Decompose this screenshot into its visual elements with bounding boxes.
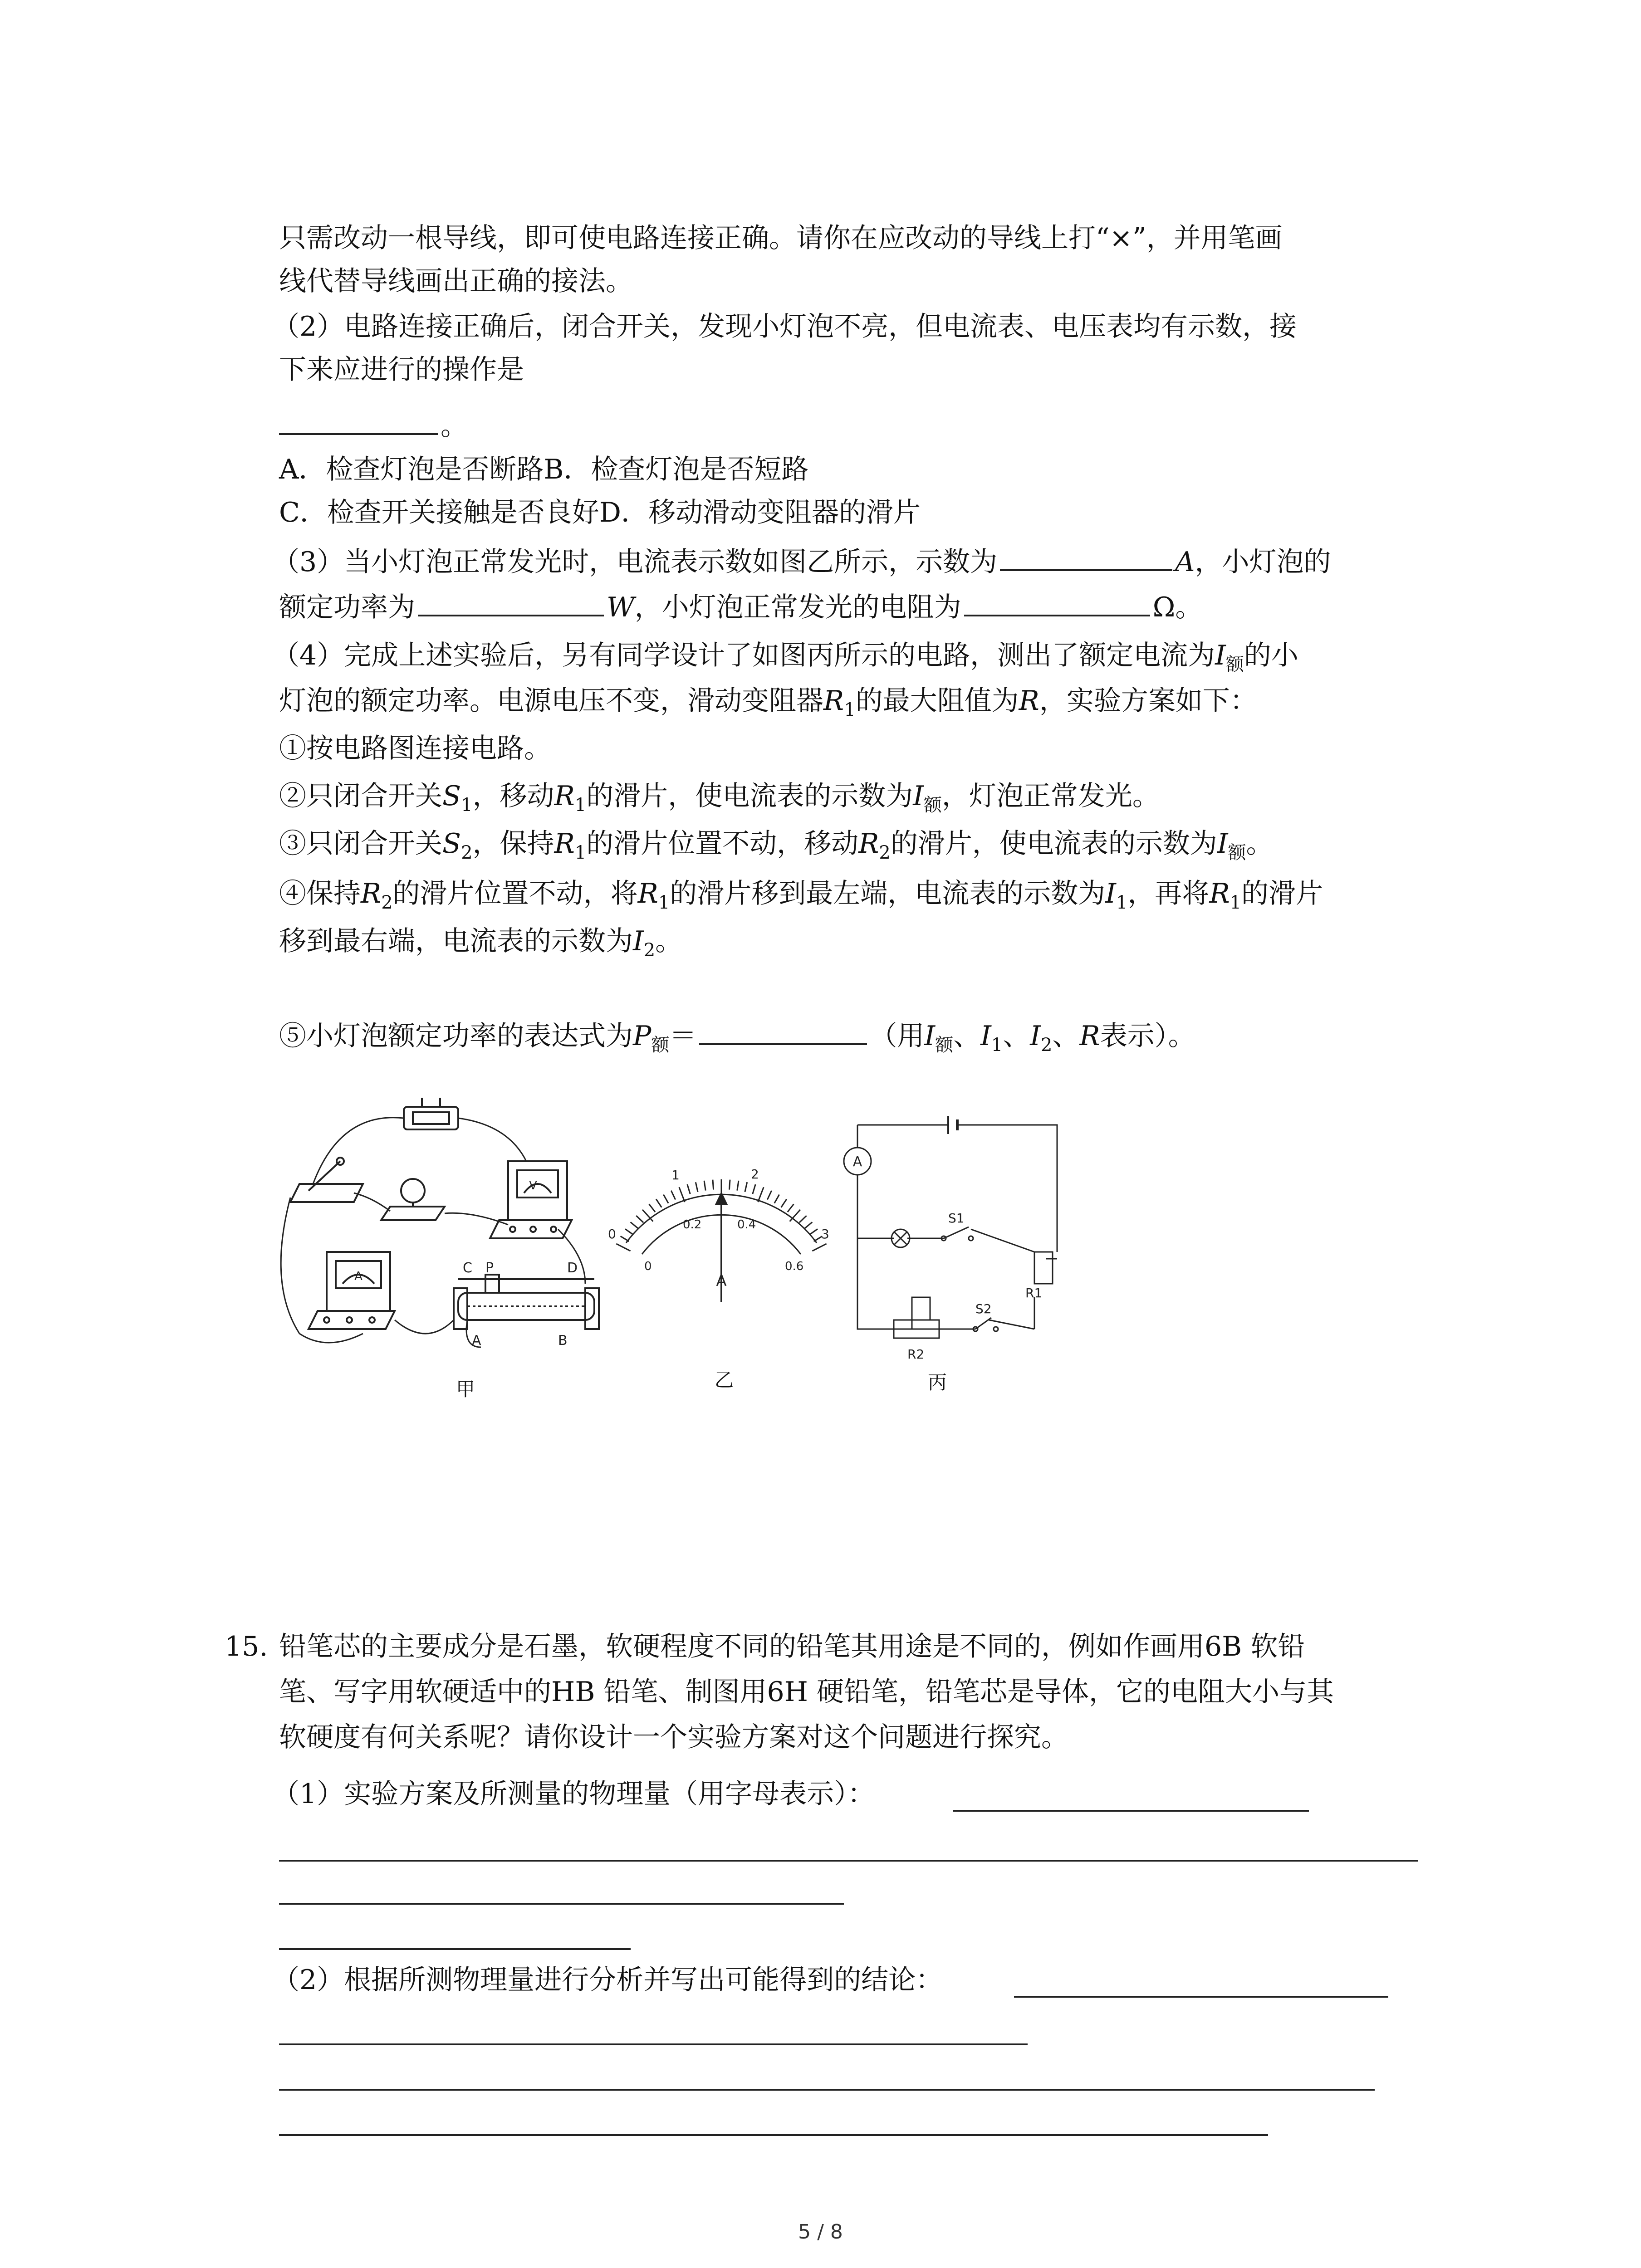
dial-tick bbox=[788, 1204, 794, 1212]
answer-line-q15-2c[interactable] bbox=[279, 2089, 1375, 2091]
dial-unit-label: A bbox=[716, 1272, 727, 1290]
q15-number: 15. bbox=[225, 1631, 268, 1662]
answer-line-q15-1d[interactable] bbox=[279, 1948, 631, 1950]
q15-line-2: 笔、写字用软硬适中的HB 铅笔、制图用6H 硬铅笔，铅笔芯是导体，它的电阻大小与其 bbox=[279, 1676, 1334, 1708]
q14-intro-line-1: 只需改动一根导线，即可使电路连接正确。请你在应改动的导线上打“×”，并用笔画 bbox=[279, 222, 1283, 254]
ammeter-icon bbox=[309, 1252, 395, 1329]
dial-tick bbox=[767, 1191, 771, 1200]
option-d[interactable]: D．移动滑动变阻器的滑片 bbox=[599, 497, 921, 528]
dial-tick bbox=[649, 1204, 655, 1212]
q14-options-ab bbox=[279, 451, 808, 488]
dial-tick bbox=[774, 1194, 779, 1203]
dial-tick bbox=[663, 1194, 668, 1203]
q14-part3-line-1: （3）当小灯泡正常发光时，电流表示数如图乙所示，示数为 A，小灯泡的 bbox=[272, 542, 1331, 580]
voltmeter-icon bbox=[490, 1161, 572, 1238]
q14-step-2: ②只闭合开关$S_1$，移动$R_1$的滑片，使电流表的示数为$I_额$，灯泡正常发光。 bbox=[279, 780, 1160, 816]
figure-jia-circuit bbox=[272, 1093, 617, 1374]
answer-blank-current[interactable] bbox=[1000, 542, 1172, 571]
q15-part2: （2）根据所测物理量进行分析并写出可能得到的结论： bbox=[272, 1964, 943, 1996]
figure-bing-caption: 丙 bbox=[928, 1371, 947, 1393]
answer-line-q15-1c[interactable] bbox=[279, 1903, 844, 1905]
dial-tick bbox=[631, 1222, 638, 1228]
q14-part4-line-2: 灯泡的额定功率。电源电压不变，滑动变阻器$R_1$的最大阻值为R，实验方案如下： bbox=[279, 685, 1257, 720]
q15-line-3: 软硬度有何关系呢？请你设计一个实验方案对这个问题进行探究。 bbox=[279, 1721, 1068, 1753]
figure-yi-caption: 乙 bbox=[715, 1369, 734, 1391]
dial-bottom-label-0-6: 0.6 bbox=[785, 1260, 804, 1273]
switch-s1-label: S1 bbox=[948, 1211, 965, 1226]
dial-top-label-3: 3 bbox=[821, 1227, 829, 1242]
figure-yi-dial bbox=[590, 1107, 853, 1315]
dial-tick bbox=[745, 1182, 747, 1192]
switch-icon bbox=[290, 1158, 363, 1202]
dial-tick bbox=[713, 1180, 714, 1190]
answer-blank-resistance[interactable] bbox=[964, 587, 1150, 616]
rheostat-r2-label: R2 bbox=[907, 1347, 925, 1362]
q14-step-4-line-1: ④保持$R_2$的滑片位置不动，将$R_1$的滑片移到最左端，电流表的示数为$I_1$，再将$R_1$的滑片 bbox=[279, 878, 1323, 913]
dial-tick bbox=[696, 1182, 698, 1192]
switch-s2-label: S2 bbox=[975, 1301, 992, 1316]
q14-step-5: ⑤小灯泡额定功率的表达式为$P_额=$ （用$I_额$、$I_1$、$I_2$、R表示）。 bbox=[279, 1016, 1195, 1063]
wires bbox=[281, 1118, 585, 1347]
q14-part4-line-1: （4）完成上述实验后，另有同学设计了如图丙所示的电路，测出了额定电流为$I_额$的小 bbox=[272, 640, 1298, 675]
dial-tick bbox=[656, 1199, 661, 1207]
dial-tick bbox=[729, 1180, 730, 1190]
rheostat-icon bbox=[454, 1275, 599, 1329]
figure-bing-schematic bbox=[839, 1107, 1093, 1370]
dial-bottom-label-0-4: 0.4 bbox=[737, 1218, 756, 1232]
option-b[interactable]: B．检查灯泡是否短路 bbox=[544, 454, 809, 485]
page-number: 5 / 8 bbox=[798, 2220, 843, 2244]
lamp-icon bbox=[381, 1179, 445, 1220]
option-a[interactable]: A．检查灯泡是否断路 bbox=[279, 454, 544, 485]
dial-top-label-0: 0 bbox=[608, 1227, 616, 1242]
rheostat-label-b: B bbox=[558, 1333, 568, 1349]
dial-tick bbox=[781, 1199, 787, 1207]
dial-tick bbox=[616, 1244, 630, 1251]
dial-top-label-2: 2 bbox=[751, 1167, 759, 1182]
dial-tick bbox=[809, 1229, 818, 1235]
q14-part2-line-1: （2）电路连接正确后，闭合开关，发现小灯泡不亮，但电流表、电压表均有示数，接 bbox=[272, 311, 1297, 342]
dial-tick bbox=[679, 1187, 685, 1202]
answer-line-q15-1b[interactable] bbox=[279, 1860, 1418, 1862]
dial-tick bbox=[671, 1191, 675, 1200]
dial-tick bbox=[737, 1181, 739, 1191]
battery-icon bbox=[404, 1098, 458, 1129]
dial-tick bbox=[687, 1184, 690, 1194]
rheostat-r1-icon bbox=[1034, 1252, 1057, 1284]
dial-tick bbox=[758, 1187, 764, 1202]
figure-jia-caption: 甲 bbox=[456, 1378, 475, 1400]
answer-line-q15-1a[interactable] bbox=[953, 1810, 1309, 1812]
answer-blank-power[interactable] bbox=[418, 587, 604, 616]
q14-part2-blank-line: 。 bbox=[279, 406, 468, 444]
voltmeter-label: V bbox=[529, 1179, 537, 1193]
answer-blank-power-expression[interactable] bbox=[699, 1016, 867, 1045]
rheostat-r1-label: R1 bbox=[1025, 1286, 1043, 1300]
dial-tick bbox=[636, 1216, 643, 1222]
dial-bottom-label-0-2: 0.2 bbox=[683, 1218, 702, 1232]
rheostat-label-d: D bbox=[567, 1260, 578, 1276]
answer-line-q15-2d[interactable] bbox=[279, 2134, 1268, 2136]
dial-tick bbox=[704, 1181, 705, 1191]
battery-icon bbox=[948, 1116, 957, 1134]
rheostat-label-c: C bbox=[463, 1260, 472, 1276]
switch-s2-icon bbox=[973, 1318, 998, 1331]
dial-tick bbox=[625, 1229, 633, 1235]
q14-step-3: ③只闭合开关$S_2$，保持$R_1$的滑片位置不动，移动$R_2$的滑片，使电流表的示数为$I_额$。 bbox=[279, 828, 1274, 863]
answer-blank-operation[interactable] bbox=[279, 406, 438, 435]
q14-intro-line-2: 线代替导线画出正确的接法。 bbox=[279, 265, 633, 297]
switch-s1-icon bbox=[941, 1227, 973, 1241]
dial-top-label-1: 1 bbox=[671, 1168, 680, 1183]
dial-bottom-label-0: 0 bbox=[644, 1260, 652, 1273]
q14-part3-line-2: 额定功率为 W，小灯泡正常发光的电阻为 Ω。 bbox=[279, 587, 1202, 626]
answer-line-q15-2a[interactable] bbox=[1014, 1996, 1388, 1998]
q14-step-4-line-2: 移到最右端，电流表的示数为$I_2$。 bbox=[279, 925, 683, 961]
ammeter-label: A bbox=[354, 1270, 362, 1283]
q14-options-cd bbox=[279, 494, 921, 531]
q14-step-1: ①按电路图连接电路。 bbox=[279, 733, 551, 764]
dial-tick bbox=[804, 1222, 812, 1228]
q14-part2-line-2: 下来应进行的操作是 bbox=[279, 354, 524, 386]
dial-tick bbox=[753, 1184, 755, 1194]
rheostat-label-a: A bbox=[472, 1333, 481, 1349]
dial-tick bbox=[621, 1236, 629, 1241]
dial-tick bbox=[799, 1216, 807, 1222]
lamp-icon bbox=[892, 1229, 910, 1247]
q15-part1: （1）实验方案及所测量的物理量（用字母表示）： bbox=[272, 1778, 875, 1810]
option-c[interactable]: C．检查开关接触是否良好 bbox=[279, 497, 599, 528]
rheostat-label-p: P bbox=[485, 1260, 494, 1276]
ammeter-label: A bbox=[852, 1154, 862, 1170]
q15-line-1: 铅笔芯的主要成分是石墨，软硬程度不同的铅笔其用途是不同的，例如作画用6B 软铅 bbox=[279, 1631, 1305, 1662]
answer-line-q15-2b[interactable] bbox=[279, 2043, 1028, 2045]
dial-tick bbox=[812, 1244, 826, 1251]
